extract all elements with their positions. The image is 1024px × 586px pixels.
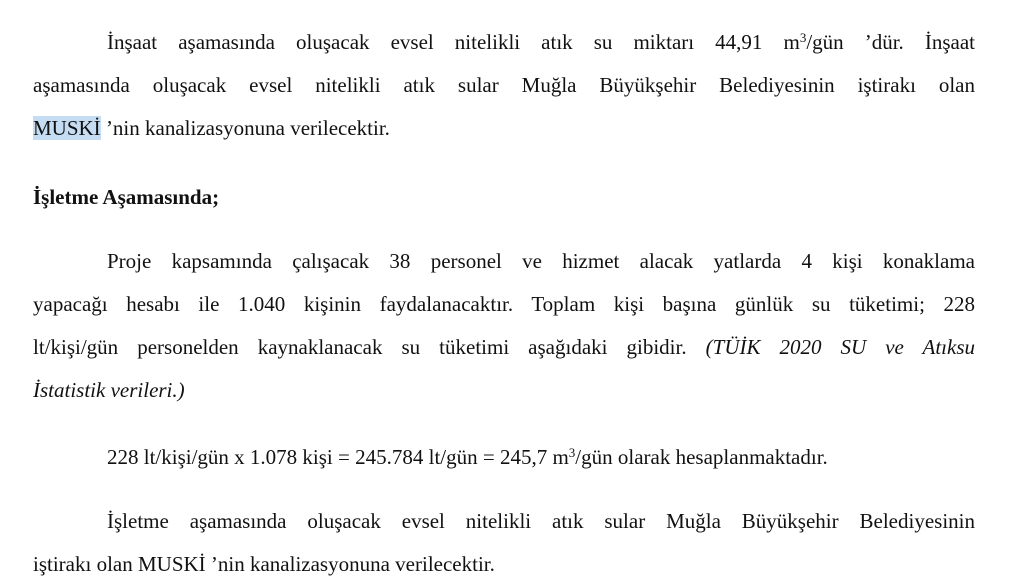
- paragraph-line: [33, 326, 975, 369]
- paragraph-line: aşamasında oluşacak evsel nitelikli atık sular Muğla Büyükşehir Belediyesinin iştirakı olan: [33, 73, 975, 97]
- selected-text-highlight[interactable]: MUSKİ: [33, 116, 101, 140]
- paragraph-line: [33, 21, 975, 64]
- source-citation: (TÜİK 2020 SU ve Atıksu: [705, 335, 975, 359]
- paragraph-construction-wastewater: [33, 21, 975, 150]
- paragraph-operation-wastewater: [33, 500, 975, 586]
- text-segment: ’nin kanalizasyonuna verilecektir.: [100, 116, 390, 140]
- paragraph-line: Proje kapsamında çalışacak 38 personel ve hizmet alacak yatlarda 4 kişi konaklama: [107, 249, 975, 273]
- superscript: 3: [568, 445, 576, 460]
- paragraph-operation-consumption: [33, 240, 975, 412]
- text-segment: İnşaat aşamasında oluşacak evsel nitelikli atık su miktarı 44,91 m: [107, 30, 800, 54]
- text-segment: /gün ’dür. İnşaat: [806, 30, 975, 54]
- paragraph-line: yapacağı hesabı ile 1.040 kişinin faydalanacaktır. Toplam kişi başına günlük su tüketimi; 228: [33, 292, 975, 316]
- paragraph-line: İşletme aşamasında oluşacak evsel nitelikli atık sular Muğla Büyükşehir Belediyesinin: [107, 509, 975, 533]
- text-segment: /gün olarak hesaplanmaktadır.: [575, 445, 828, 469]
- text-segment: 228 lt/kişi/gün x 1.078 kişi = 245.784 lt/gün = 245,7 m: [107, 445, 569, 469]
- calculation-formula: [107, 436, 828, 479]
- section-heading: İşletme Aşamasında;: [33, 185, 220, 209]
- text-segment: lt/kişi/gün personelden kaynaklanacak su tüketimi aşağıdaki gibidir.: [33, 335, 706, 359]
- paragraph-line: [33, 107, 975, 150]
- superscript: 3: [799, 30, 807, 45]
- paragraph-line: iştirakı olan MUSKİ ’nin kanalizasyonuna verilecektir.: [33, 552, 495, 576]
- source-citation: İstatistik verileri.): [33, 378, 185, 402]
